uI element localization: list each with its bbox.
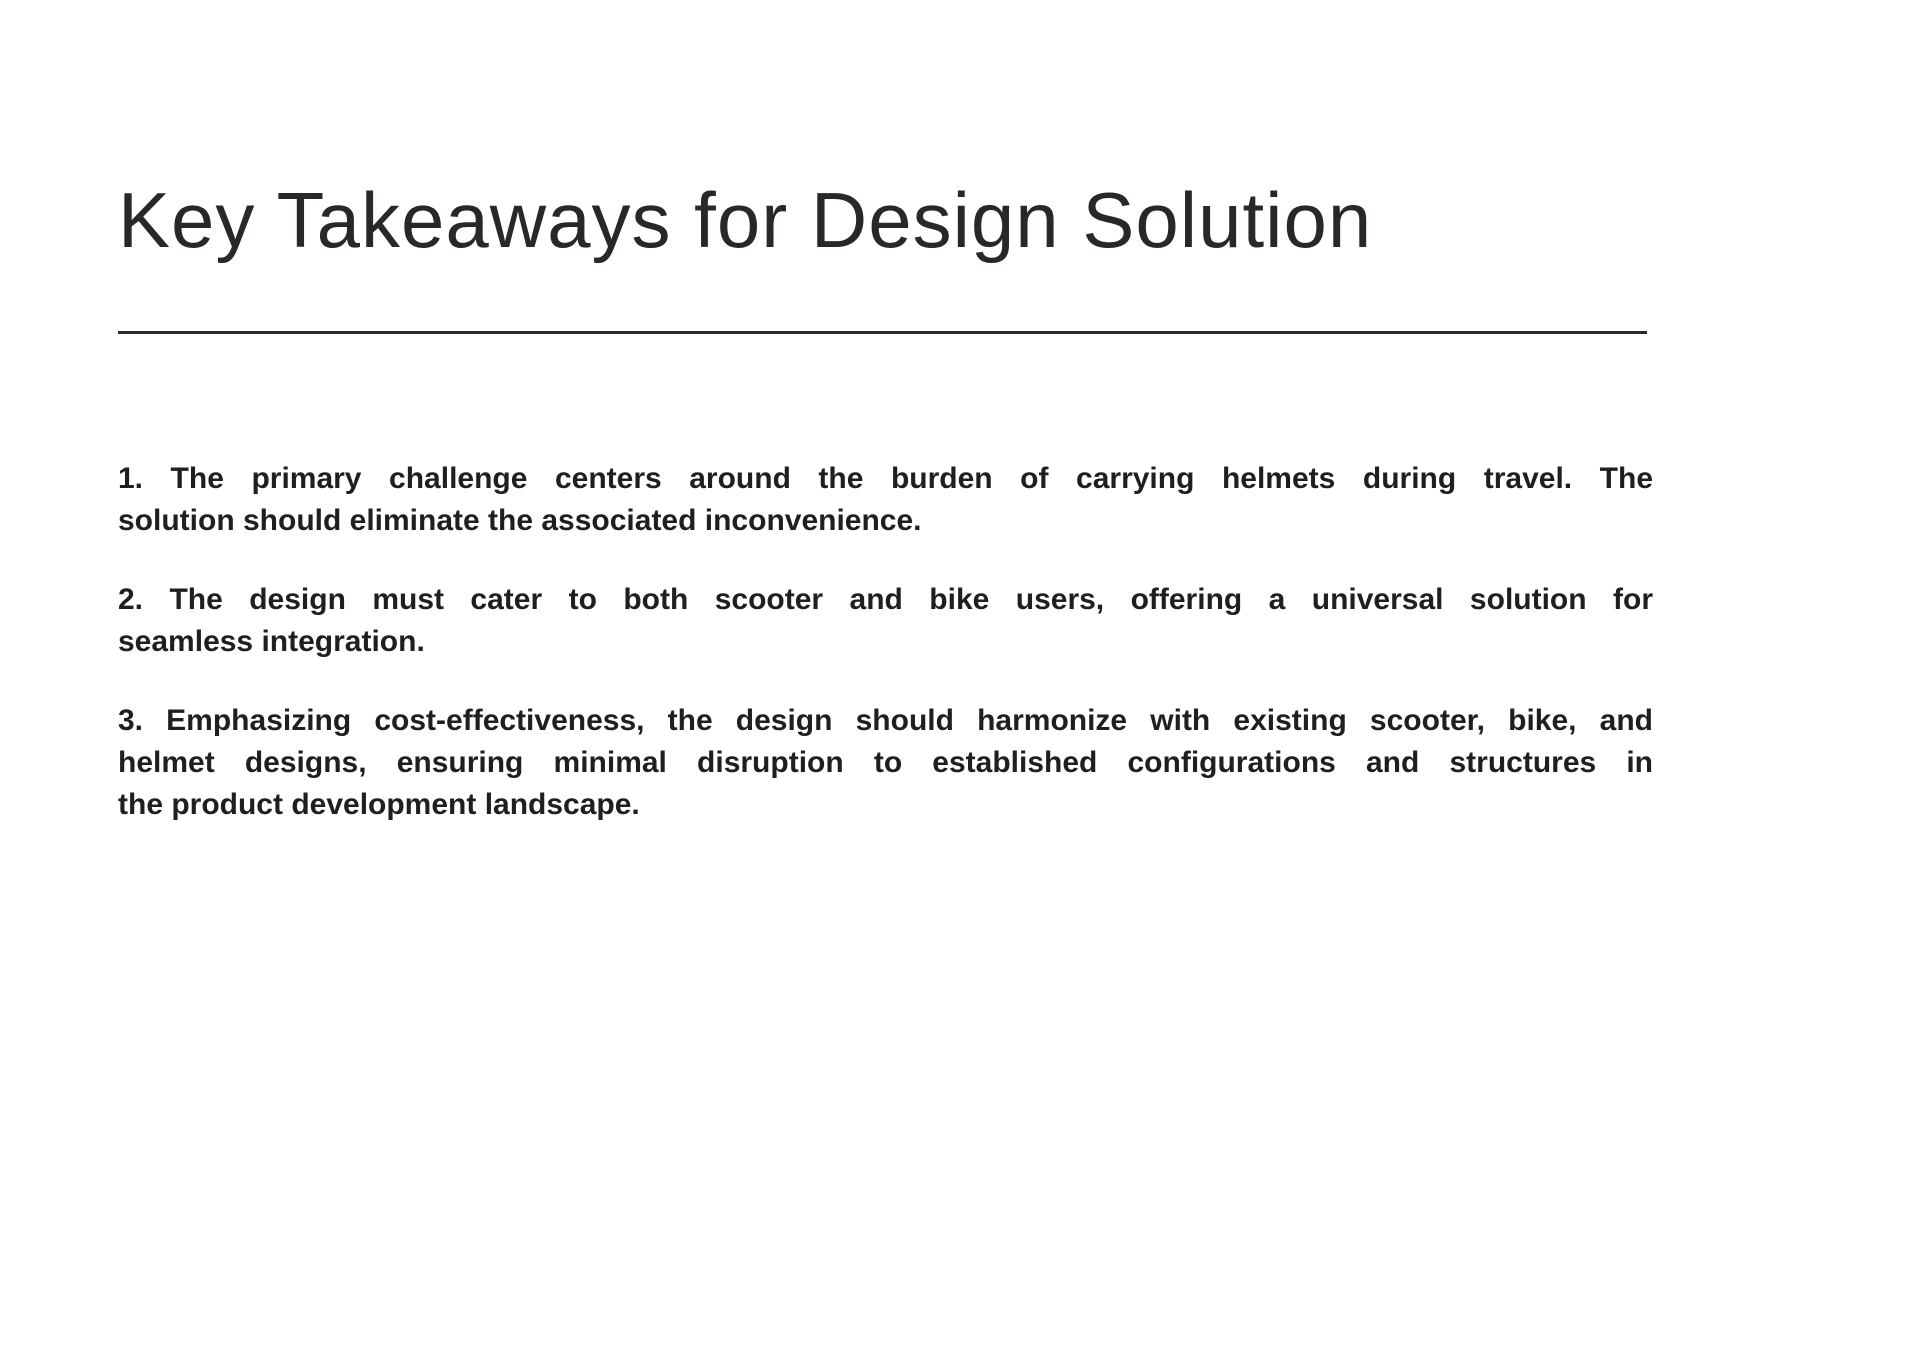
- page-title: Key Takeaways for Design Solution: [118, 176, 1373, 264]
- takeaway-item-1: [118, 458, 1653, 542]
- takeaway-item-3: [118, 700, 1653, 826]
- takeaway-line: 2. The design must cater to both scooter and bike users, offering a universal solution for: [118, 583, 1653, 616]
- takeaway-line: 1. The primary challenge centers around the burden of carrying helmets during travel. The: [118, 462, 1653, 495]
- takeaway-line: seamless integration.: [118, 625, 425, 658]
- takeaway-item-2: [118, 579, 1653, 663]
- title-divider: [118, 331, 1647, 334]
- takeaway-line: the product development landscape.: [118, 788, 640, 821]
- takeaway-line: helmet designs, ensuring minimal disruption to established configurations and structures in: [118, 746, 1653, 779]
- takeaways-list: [118, 458, 1653, 863]
- takeaway-line: 3. Emphasizing cost-effectiveness, the design should harmonize with existing scooter, bike, and: [118, 704, 1653, 737]
- takeaway-line: solution should eliminate the associated inconvenience.: [118, 504, 922, 537]
